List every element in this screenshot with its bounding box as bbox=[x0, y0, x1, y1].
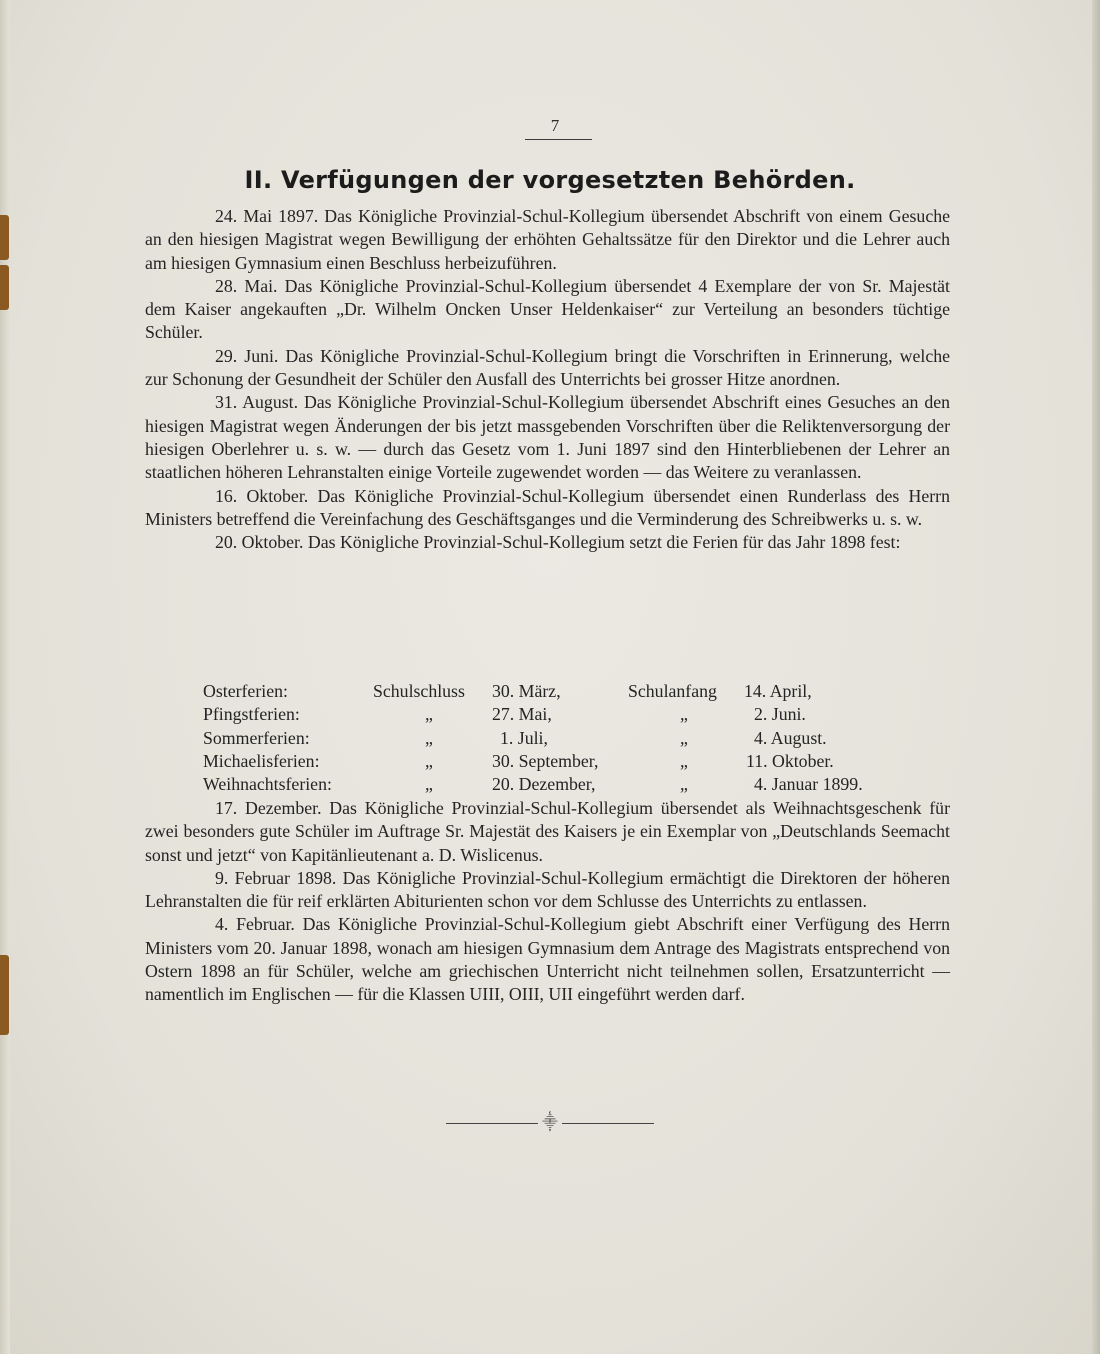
school-close-label: „ bbox=[425, 704, 433, 725]
holiday-name: Weihnachtsferien: bbox=[203, 774, 332, 795]
section-heading: II. Verfügungen der vorgesetzten Behörden. bbox=[244, 166, 856, 194]
start-date: 4. Januar 1899. bbox=[754, 774, 863, 795]
holiday-table bbox=[203, 681, 923, 797]
holiday-row bbox=[203, 751, 923, 774]
holiday-name: Michaelisferien: bbox=[203, 750, 320, 771]
entries-block-2 bbox=[145, 797, 950, 1007]
entry-paragraph: 4. Februar. Das Königliche Provinzial-Schul-Kollegium giebt Abschrift einer Verfügung des Herrn Ministers vom 20. Januar 1898, wonach am hiesigen Gymnasium dem Antrage des Magistrats entsprechend von Ostern 1898 an für Schüler, welche am griechischen Unterricht nicht teilnehmen sollen, Ersatzunterricht — namentlich im Englischen — für die Klassen UIII, OIII, UII eingeführt werden darf. bbox=[145, 914, 950, 1005]
school-start-label: „ bbox=[680, 774, 688, 795]
holiday-name: Sommerferien: bbox=[203, 727, 310, 748]
close-date: 1. Juli, bbox=[500, 727, 548, 748]
entry-paragraph: 17. Dezember. Das Königliche Provinzial-Schul-Kollegium übersendet als Weihnachtsgeschenk für zwei besonders gute Schüler im Auftrage Sr. Majestät des Kaisers je ein Exemplar von „Deutschlands Seemacht sonst und jetzt“ von Kapitänlieutenant a. D. Wislicenus. bbox=[145, 798, 950, 865]
close-date: 30. März, bbox=[492, 681, 561, 701]
entry-paragraph: 16. Oktober. Das Königliche Provinzial-Schul-Kollegium übersendet einen Runderlass des Herrn Ministers betreffend die Vereinfachung des Geschäftsganges und die Verminderung des Schreibwerks u. s. w. bbox=[145, 485, 950, 529]
page-left-edge bbox=[0, 0, 10, 1354]
school-close-label: „ bbox=[425, 727, 433, 748]
school-start-label: „ bbox=[680, 727, 688, 748]
entry-paragraph: 28. Mai. Das Königliche Provinzial-Schul-Kollegium übersendet 4 Exemplare der von Sr. Majestät dem Kaiser angekauften „Dr. Wilhelm Oncken Unser Heldenkaiser“ zur Verteilung an besonders tüchtige Schüler. bbox=[145, 275, 950, 343]
school-close-label: Schulschluss bbox=[373, 681, 465, 701]
page-number-rule bbox=[525, 139, 592, 140]
close-date: 27. Mai, bbox=[492, 704, 552, 725]
footer-ornament-icon: ⸎ bbox=[542, 1113, 558, 1131]
school-start-label: „ bbox=[680, 750, 688, 771]
start-date: 4. August. bbox=[754, 727, 827, 748]
close-date: 30. September, bbox=[492, 750, 599, 771]
start-date: 14. April, bbox=[744, 681, 812, 701]
school-close-label: „ bbox=[425, 774, 433, 795]
staple-mark bbox=[0, 215, 9, 260]
school-start-label: Schulanfang bbox=[628, 681, 717, 701]
school-close-label: „ bbox=[425, 750, 433, 771]
holiday-row bbox=[203, 728, 923, 751]
holiday-name: Osterferien: bbox=[203, 681, 288, 701]
holiday-row bbox=[203, 774, 923, 797]
footer-rule-left bbox=[446, 1123, 538, 1124]
start-date: 11. Oktober. bbox=[746, 750, 834, 771]
entries-block-1 bbox=[145, 205, 950, 554]
entry-paragraph: 20. Oktober. Das Königliche Provinzial-Schul-Kollegium setzt die Ferien für das Jahr 1898 fest: bbox=[215, 532, 901, 553]
entry-paragraph: 24. Mai 1897. Das Königliche Provinzial-Schul-Kollegium übersendet Abschrift von einem Gesuche an den hiesigen Magistrat wegen Bewilligung der erhöhten Gehaltssätze für den Direktor und die Lehrer auch am hiesigen Gymnasium einen Beschluss herbeizuführen. bbox=[145, 206, 950, 273]
footer-rule-right bbox=[562, 1123, 654, 1124]
entry-paragraph: 9. Februar 1898. Das Königliche Provinzial-Schul-Kollegium ermächtigt die Direktoren der höheren Lehranstalten die für reif erklärten Abiturienten schon vor dem Schlusse des Unterrichts zu entlassen. bbox=[145, 867, 950, 912]
holiday-row bbox=[203, 704, 923, 727]
entry-paragraph: 29. Juni. Das Königliche Provinzial-Schul-Kollegium bringt die Vorschriften in Erinnerung, welche zur Schonung der Gesundheit der Schüler den Ausfall des Unterrichts bei grosser Hitze anordnen. bbox=[145, 345, 950, 390]
holiday-row bbox=[203, 681, 923, 704]
start-date: 2. Juni. bbox=[754, 704, 806, 725]
staple-mark bbox=[0, 265, 9, 310]
page-right-edge bbox=[1092, 0, 1100, 1354]
school-start-label: „ bbox=[680, 704, 688, 725]
staple-mark bbox=[0, 955, 9, 1035]
holiday-name: Pfingstferien: bbox=[203, 704, 300, 725]
close-date: 20. Dezember, bbox=[492, 774, 596, 795]
entry-paragraph: 31. August. Das Königliche Provinzial-Schul-Kollegium übersendet Abschrift eines Gesuches an den hiesigen Magistrat wegen Änderungen der bis jetzt massgebenden Vorschriften über die Reliktenversorgung der hiesigen Oberlehrer u. s. w. — durch das Gesetz vom 1. Juni 1897 sind den Hinterbliebenen der Lehrer an staatlichen höheren Lehranstalten einige Vorteile zugewendet worden — das Weitere zu veranlassen. bbox=[145, 392, 950, 483]
page-number: 7 bbox=[550, 116, 560, 135]
